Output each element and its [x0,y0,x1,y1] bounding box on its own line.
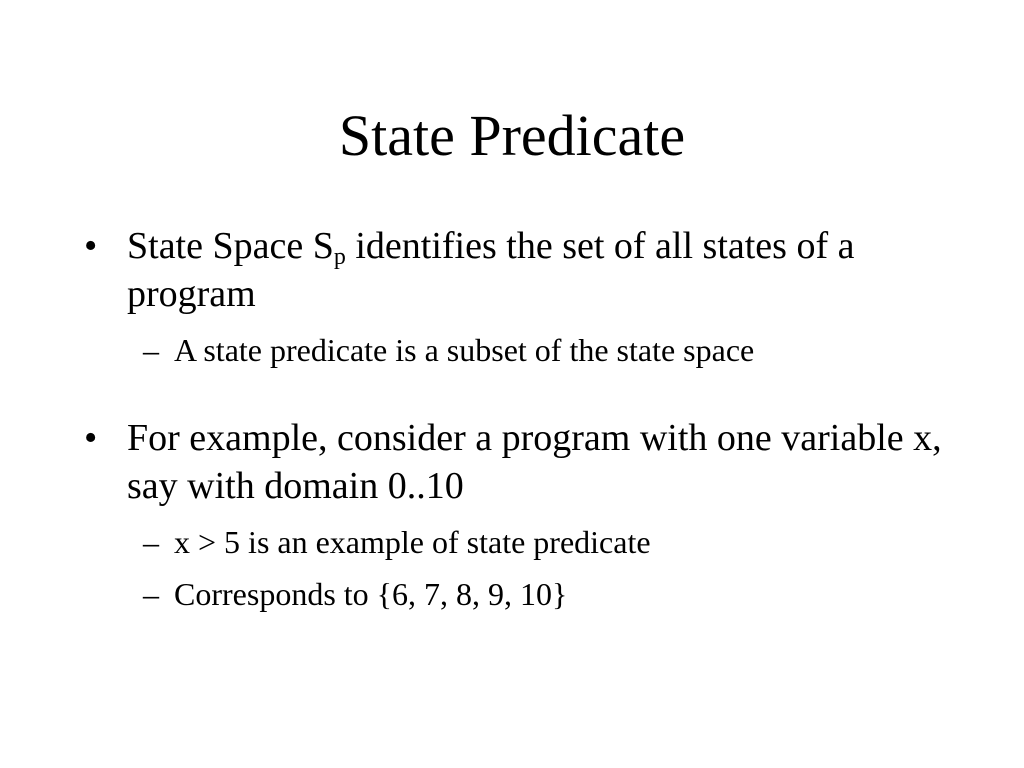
subpoint-text: A state predicate is a subset of the state space [174,332,755,368]
subpoint-item [127,516,944,568]
bullet-item [84,414,944,620]
subpoint-text: x > 5 is an example of state predicate [174,524,651,560]
bullet-text [127,225,854,315]
subpoint-text: Corresponds to {6, 7, 8, 9, 10} [174,576,568,612]
subpoint-list [127,324,944,376]
subscript: p [333,244,346,270]
dash-marker: – [143,524,159,560]
slide-title: State Predicate [338,103,686,168]
bullet-text-part: State Space S [127,225,334,267]
bullet-list [84,222,944,620]
subpoint-list [127,516,944,620]
bullet-marker: • [84,225,98,267]
bullet-text-part: identifies the set of all states of a program [127,225,855,315]
bullet-text: For example, consider a program with one variable x, say with domain 0..10 [127,417,942,507]
subpoint-item [127,324,944,376]
dash-marker: – [143,576,159,612]
bullet-item [84,222,944,376]
dash-marker: – [143,332,159,368]
subpoint-item [127,568,944,620]
bullet-marker: • [84,417,98,459]
